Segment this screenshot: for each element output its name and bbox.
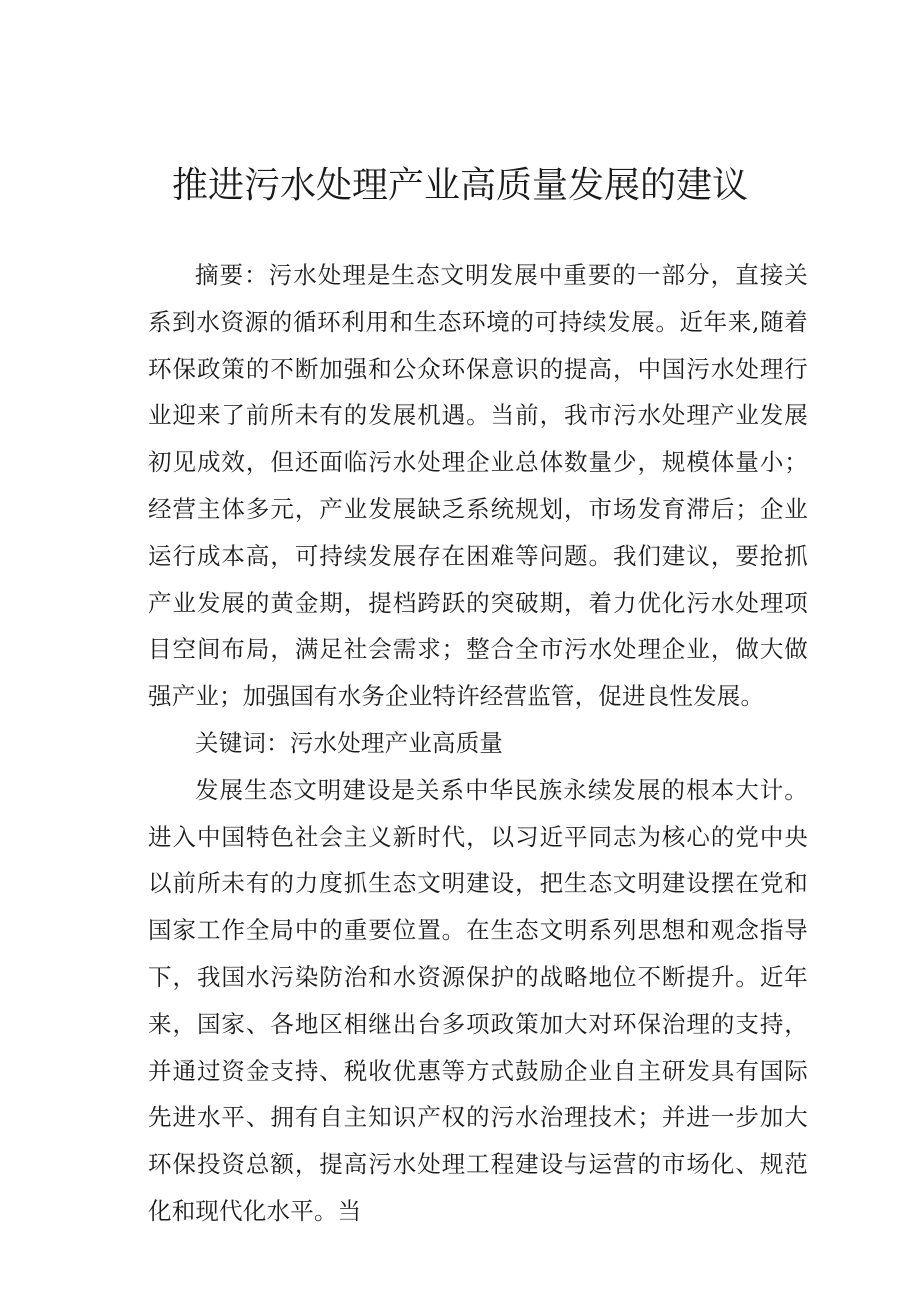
abstract-paragraph: 摘要：污水处理是生态文明发展中重要的一部分，直接关系到水资源的循环利用和生态环境的可持续发展。近年来,随着环保政策的不断加强和公众环保意识的提高，中国污水处理行业迎来了前所未有的发展机遇。当前，我市污水处理产业发展初见成效，但还面临污水处理企业总体数量少，规模体量小；经营主体多元，产业发展缺乏系统规划，市场发育滞后；企业运行成本高，可持续发展存在困难等问题。我们建议，要抢抓产业发展的黄金期，提档跨跃的突破期，着力优化污水处理项目空间布局，满足社会需求；整合全市污水处理企业，做大做强产业；加强国有水务企业特许经营监管，促进良性发展。 (148, 261, 808, 711)
keywords-line: 关键词：污水处理产业高质量 (195, 728, 504, 757)
body-paragraph: 发展生态文明建设是关系中华民族永续发展的根本大计。进入中国特色社会主义新时代，以习近平同志为核心的党中央以前所未有的力度抓生态文明建设，把生态文明建设摆在党和国家工作全局中的重要位置。在生态文明系列思想和观念指导下，我国水污染防治和水资源保护的战略地位不断提升。近年来，国家、各地区相继出台多项政策加大对环保治理的支持，并通过资金支持、税收优惠等方式鼓励企业自主研发具有国际先进水平、拥有自主知识产权的污水治理技术；并进一步加大环保投资总额，提高污水处理工程建设与运营的市场化、规范化和现代化水平。当 (148, 775, 808, 1225)
document-title: 推进污水处理产业高质量发展的建议 (171, 165, 748, 206)
document-body (148, 252, 808, 1235)
